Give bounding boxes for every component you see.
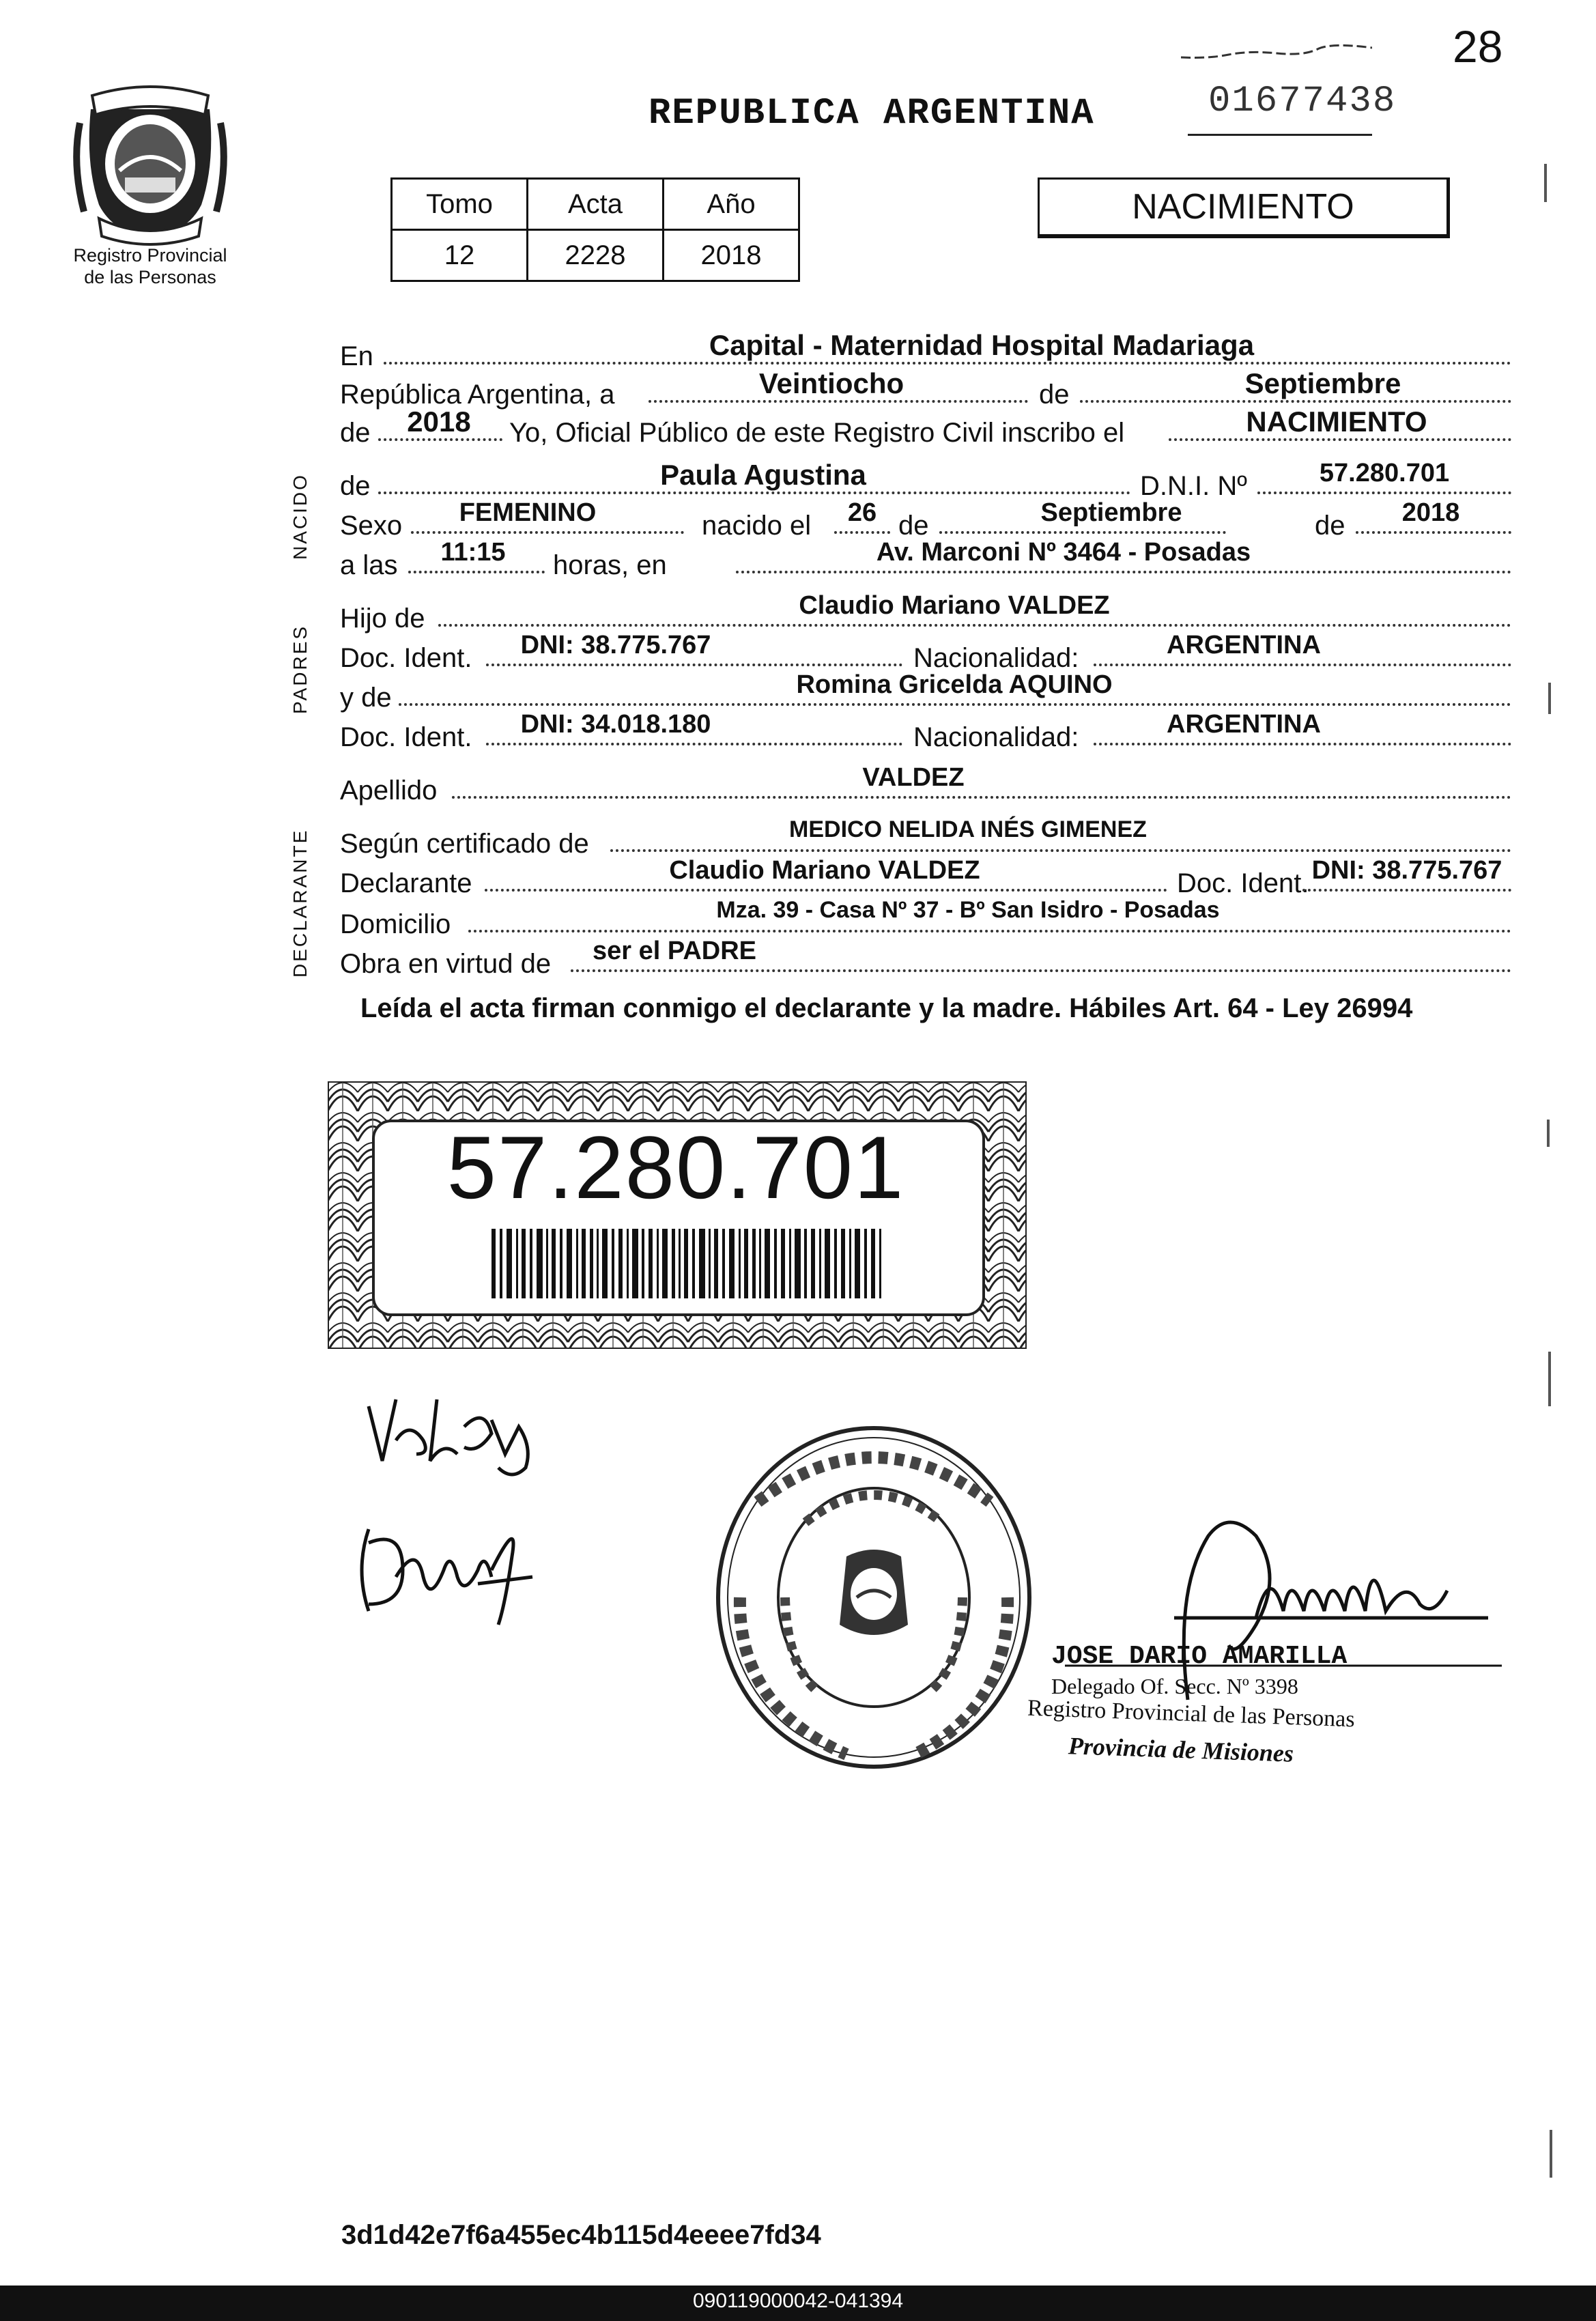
edge-mark — [1548, 683, 1551, 714]
document-type-box: NACIMIENTO — [1038, 177, 1450, 238]
dotted-line — [571, 969, 1511, 972]
obra-label: Obra en virtud de — [340, 949, 552, 979]
misiones-logo — [72, 82, 229, 246]
row-certificado — [340, 816, 1514, 859]
signatory-province: Provincia de Misiones — [1068, 1732, 1294, 1767]
section-label-declarante: DECLARANTE — [289, 828, 311, 978]
madre-doc: DNI: 34.018.180 — [520, 710, 711, 739]
dotted-line — [485, 889, 1167, 892]
serial-number: 01677438 — [1208, 81, 1397, 122]
apellido-label: Apellido — [340, 775, 438, 806]
signatory-registry: Registro Provincial de las Personas — [1027, 1695, 1356, 1733]
declarante-doc: DNI: 38.775.767 — [1311, 856, 1502, 885]
row-en — [340, 329, 1514, 369]
de-label: de — [340, 418, 371, 448]
dotted-line — [438, 624, 1511, 627]
madre-nacionalidad: ARGENTINA — [1167, 710, 1321, 739]
nombre-value: Paula Agustina — [660, 459, 866, 491]
logo-caption — [41, 244, 259, 288]
row-padre — [340, 591, 1514, 631]
dotted-line — [452, 796, 1511, 799]
dni-value: 57.280.701 — [1319, 459, 1450, 487]
edge-mark — [1547, 1120, 1550, 1147]
dotted-line — [378, 438, 502, 441]
row-declarante — [340, 856, 1514, 896]
apellido-value: VALDEZ — [862, 763, 965, 792]
dotted-line — [1257, 492, 1511, 494]
en-label: En — [340, 341, 373, 371]
declarante-label: Declarante — [340, 868, 472, 898]
doc-ident-label: Doc. Ident. — [340, 722, 472, 752]
nacido-dia: 26 — [847, 498, 877, 527]
y-de-label: y de — [340, 683, 392, 713]
row-inscribo — [340, 405, 1514, 448]
document-title: REPUBLICA ARGENTINA — [649, 93, 1095, 134]
certificado-value: MEDICO NELIDA INÉS GIMENEZ — [789, 816, 1147, 842]
lugar-inscripcion: Capital - Maternidad Hospital Madariaga — [709, 329, 1255, 361]
barcode — [491, 1229, 887, 1298]
mes-value: Septiembre — [1244, 367, 1401, 399]
row-madre — [340, 670, 1514, 713]
obra-value: ser el PADRE — [592, 937, 757, 965]
lugar-nacimiento: Av. Marconi Nº 3464 - Posadas — [876, 538, 1251, 567]
row-hora — [340, 538, 1514, 578]
dni-label: D.N.I. Nº — [1140, 471, 1247, 501]
domicilio-value: Mza. 39 - Casa Nº 37 - Bº San Isidro - Posadas — [716, 897, 1220, 923]
dotted-line — [408, 571, 545, 573]
serial-scribble — [1181, 42, 1372, 63]
dotted-line — [1080, 400, 1511, 403]
acta-value: 2228 — [528, 230, 664, 281]
de-label: de — [1315, 511, 1345, 541]
dotted-line — [486, 664, 902, 666]
padre-value: Claudio Mariano VALDEZ — [799, 591, 1110, 620]
dotted-line — [939, 531, 1226, 534]
dni-sticker-number: 57.280.701 — [446, 1117, 905, 1217]
edge-mark — [1548, 1352, 1551, 1406]
footer-code: 090119000042-041394 — [692, 2290, 904, 2312]
declarante-value: Claudio Mariano VALDEZ — [669, 856, 980, 885]
de-label: de — [1039, 380, 1070, 410]
sexo-value: FEMENINO — [459, 498, 597, 527]
dotted-line — [736, 571, 1511, 573]
nacionalidad-label: Nacionalidad: — [913, 643, 1079, 673]
dotted-line — [411, 531, 684, 534]
row-padre-doc — [340, 631, 1514, 673]
inscribo-value: NACIMIENTO — [1246, 405, 1427, 438]
dotted-line — [486, 743, 902, 745]
horas-en-label: horas, en — [553, 550, 667, 580]
section-label-padres: PADRES — [289, 624, 311, 714]
row-apellido — [340, 763, 1514, 806]
dotted-line — [468, 930, 1511, 932]
serial-underline — [1188, 134, 1372, 136]
dotted-line — [1302, 889, 1511, 892]
hora-value: 11:15 — [440, 538, 506, 567]
tomo-value: 12 — [392, 230, 528, 281]
edge-mark — [1550, 2130, 1552, 2178]
page-number: 28 — [1453, 21, 1503, 72]
anio-header: Año — [664, 179, 799, 230]
tomo-header: Tomo — [392, 179, 528, 230]
anio-value: 2018 — [664, 230, 799, 281]
dia-value: Veintiocho — [758, 367, 904, 399]
dotted-line — [1094, 664, 1511, 666]
official-seal — [710, 1420, 1038, 1775]
logo-caption-line1: Registro Provincial — [73, 245, 227, 266]
dotted-line — [378, 492, 1130, 494]
nacionalidad-label: Nacionalidad: — [913, 722, 1079, 752]
logo-caption-line2: de las Personas — [84, 267, 216, 287]
dotted-line — [1356, 531, 1511, 534]
dotted-line — [834, 531, 890, 534]
row-nombre — [340, 459, 1514, 501]
de-label: de — [898, 511, 929, 541]
domicilio-label: Domicilio — [340, 909, 451, 939]
signature-madre — [341, 1502, 546, 1632]
signatory-role: Delegado Of. Secc. Nº 3398 — [1051, 1674, 1298, 1698]
document-hash: 3d1d42e7f6a455ec4b115d4eeee7fd34 — [341, 2220, 821, 2250]
doc-ident-label: Doc. Ident. — [1177, 868, 1309, 898]
section-label-nacido: NACIDO — [289, 473, 311, 560]
dotted-line — [649, 400, 1028, 403]
row-fecha — [340, 367, 1514, 410]
dotted-line — [399, 703, 1511, 706]
dotted-line — [1094, 743, 1511, 745]
segun-label: Según certificado de — [340, 829, 589, 859]
nacido-anio: 2018 — [1401, 498, 1460, 527]
de-label: de — [340, 471, 371, 501]
nacido-label: nacido el — [702, 511, 812, 541]
anio-inscripcion: 2018 — [407, 405, 471, 438]
acta-header: Acta — [528, 179, 664, 230]
padre-doc: DNI: 38.775.767 — [520, 631, 711, 659]
nacido-mes: Septiembre — [1040, 498, 1182, 527]
row-obra — [340, 937, 1514, 979]
hijo-label: Hijo de — [340, 603, 425, 633]
madre-value: Romina Gricelda AQUINO — [796, 670, 1113, 699]
row-domicilio — [340, 897, 1514, 937]
doc-ident-label: Doc. Ident. — [340, 643, 472, 673]
inscribo-label: Yo, Oficial Público de este Registro Civil inscribo el — [509, 418, 1125, 448]
dotted-line — [1169, 438, 1511, 441]
sexo-label: Sexo — [340, 511, 403, 541]
row-sexo — [340, 498, 1514, 541]
dotted-line — [384, 362, 1511, 365]
row-madre-doc — [340, 710, 1514, 750]
reference-table — [390, 177, 800, 282]
legal-note: Leída el acta firman conmigo el declarante y la madre. Hábiles Art. 64 - Ley 26994 — [360, 993, 1413, 1023]
republica-label: República Argentina, a — [340, 380, 615, 410]
signature-declarante — [355, 1379, 560, 1488]
edge-mark — [1544, 164, 1547, 202]
dotted-line — [610, 849, 1511, 852]
padre-nacionalidad: ARGENTINA — [1167, 631, 1321, 659]
a-las-label: a las — [340, 550, 398, 580]
signatory-name: JOSE DARIO AMARILLA — [1051, 1642, 1348, 1671]
